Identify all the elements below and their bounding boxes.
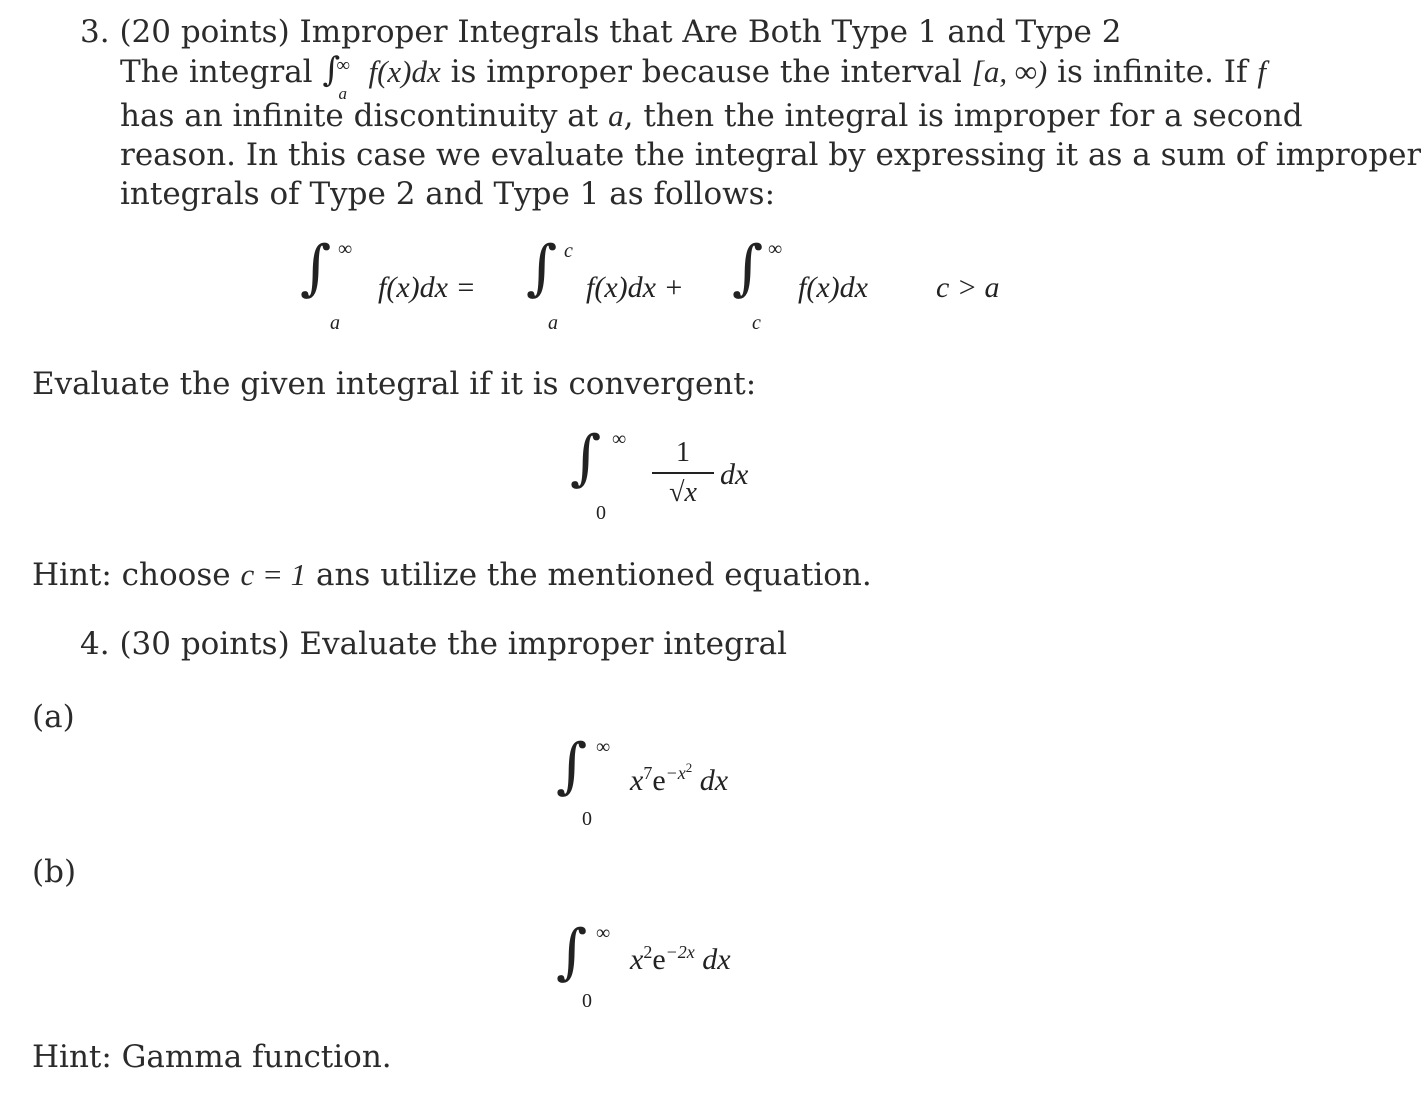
equation-term-3: f(x)dx	[798, 271, 868, 304]
q4-hint: Hint: Gamma function.	[32, 1039, 392, 1075]
q3-line1-text-e: is infinite. If	[1047, 54, 1258, 90]
part-a-integral-sign: ∫	[556, 731, 588, 801]
part-a-exponent-base: −x	[665, 763, 686, 783]
q4-part-a-label: (a)	[32, 699, 75, 735]
target-integral-sign: ∫	[570, 423, 602, 493]
q3-hint	[32, 555, 872, 595]
integral-2-upper: c	[564, 240, 573, 262]
q3-line3: reason. In this case we evaluate the integral by expressing it as a sum of improper	[120, 137, 1421, 173]
part-a-base: x	[630, 764, 644, 797]
q3-line1-text-c: is improper because the interval	[440, 54, 972, 90]
q3-hint-c-equals: c = 1	[240, 557, 307, 592]
q3-line1-fx: f(x)dx	[368, 54, 441, 89]
equation-term-2: f(x)dx +	[586, 271, 684, 304]
target-integral-lower: 0	[596, 502, 606, 524]
q3-line1	[120, 50, 1266, 103]
fraction-numerator: 1	[676, 437, 690, 468]
q4-heading	[80, 624, 787, 664]
part-a-integral-lower: 0	[582, 808, 592, 830]
inline-integral-sign: ∫	[322, 50, 341, 90]
part-a-e: e	[652, 764, 666, 797]
part-b-integrand	[630, 942, 731, 977]
target-fraction	[652, 436, 714, 510]
fraction-bar	[652, 472, 714, 474]
q3-line1-f: f	[1257, 54, 1266, 89]
q4-part-b-label: (b)	[32, 854, 77, 890]
part-a-dx: dx	[699, 764, 729, 797]
part-a-exponent	[665, 760, 693, 783]
q3-line4: integrals of Type 2 and Type 1 as follows:	[120, 176, 776, 212]
q3-line2	[120, 96, 1303, 136]
part-b-integral-lower: 0	[582, 990, 592, 1012]
q4-number: 4.	[80, 626, 120, 662]
part-a-base-exponent: 7	[643, 763, 653, 783]
part-b-dx: dx	[702, 943, 731, 976]
integral-sign-1: ∫	[300, 233, 332, 303]
q3-line1-interval: [a, ∞)	[971, 54, 1048, 89]
part-b-base-exponent: 2	[643, 942, 653, 962]
q3-title: (20 points) Improper Integrals that Are Both Type 1 and Type 2	[119, 14, 1122, 50]
q3-sum-equation	[300, 233, 1040, 338]
q3-hint-text-c: ans utilize the mentioned equation.	[306, 557, 872, 593]
target-integral-dx: dx	[720, 458, 749, 491]
q3-number: 3.	[80, 14, 120, 50]
part-b-integral-upper: ∞	[596, 922, 611, 944]
q3-line2-a: a	[608, 98, 624, 133]
integral-3-upper: ∞	[768, 238, 783, 260]
fraction-denominator: √x	[669, 477, 697, 508]
q4-title: (30 points) Evaluate the improper integral	[119, 626, 788, 662]
part-b-base: x	[630, 943, 644, 976]
inline-integral-upper: ∞	[336, 55, 350, 76]
equation-term-1: f(x)dx =	[378, 271, 476, 304]
equation-condition: c > a	[936, 271, 1000, 304]
part-b-integral-sign: ∫	[556, 917, 588, 987]
inline-integral-lower: a	[338, 84, 347, 103]
q4-part-a-integral	[556, 731, 796, 836]
q3-line2-text-c: , then the integral is improper for a second	[623, 98, 1303, 134]
integral-sign-3: ∫	[732, 233, 764, 303]
q3-hint-text-a: Hint: choose	[32, 557, 241, 593]
integral-1-lower: a	[330, 312, 340, 334]
integral-3-lower: c	[752, 312, 761, 334]
part-b-exponent: −2x	[665, 942, 695, 962]
integral-1-upper: ∞	[338, 238, 353, 260]
q3-heading	[80, 12, 1121, 52]
integral-2-lower: a	[548, 312, 558, 334]
q3-line1-text-a: The integral	[120, 54, 323, 90]
inline-integral	[322, 50, 368, 103]
part-b-e: e	[652, 943, 666, 976]
q3-line2-text-a: has an infinite discontinuity at	[120, 98, 609, 134]
q3-evaluate-prompt: Evaluate the given integral if it is convergent:	[32, 366, 757, 402]
part-a-exponent-power: 2	[685, 760, 693, 775]
target-integral-upper: ∞	[612, 428, 627, 450]
q4-part-b-integral	[556, 917, 796, 1022]
integral-sign-2: ∫	[526, 233, 558, 303]
part-a-integrand	[630, 760, 728, 798]
q3-target-integral	[570, 423, 790, 528]
part-a-integral-upper: ∞	[596, 736, 611, 758]
